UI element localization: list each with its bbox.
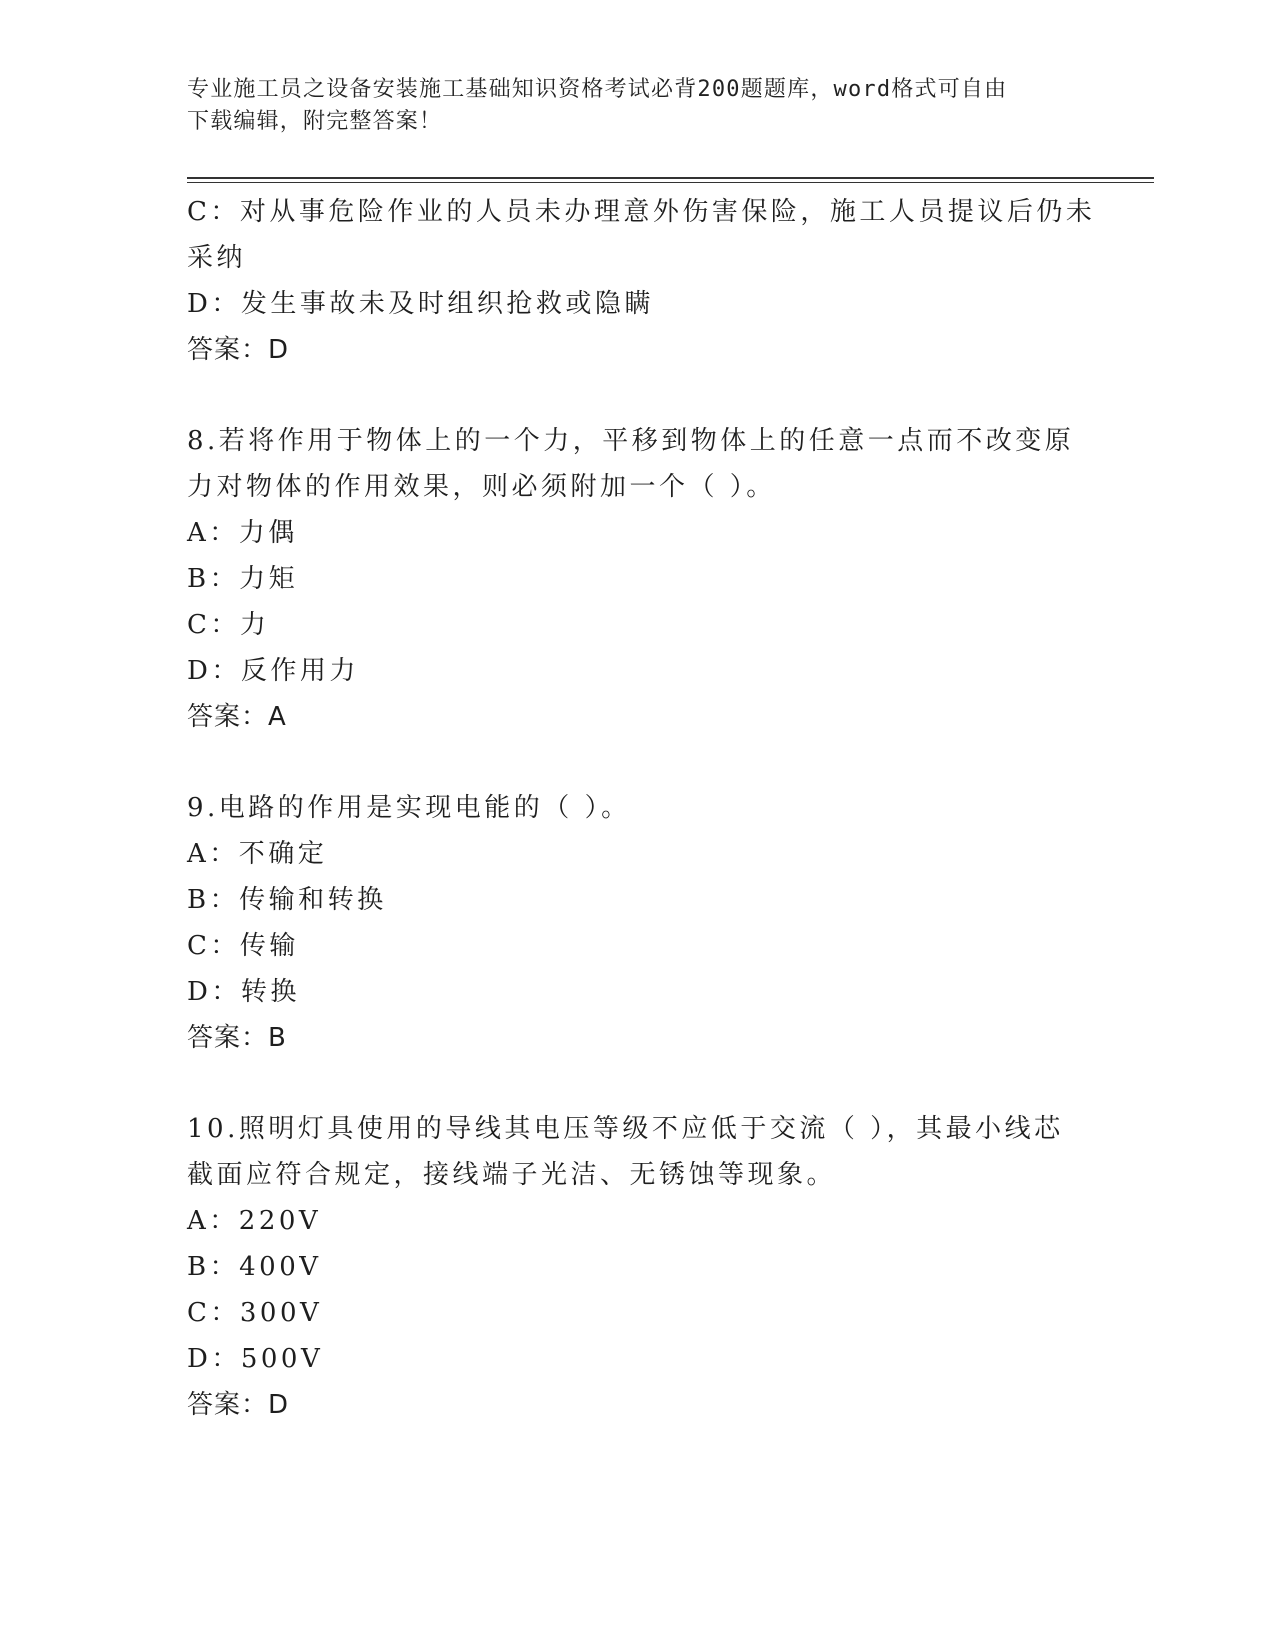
- question-stem: 8.若将作用于物体上的一个力，平移到物体上的任意一点而不改变原: [187, 426, 1075, 456]
- answer: 答案：D: [187, 1390, 290, 1420]
- question-stem-continued: 力对物体的作用效果，则必须附加一个（ ）。: [187, 472, 776, 502]
- answer: 答案：D: [187, 335, 290, 365]
- document-header: [187, 74, 1067, 138]
- option-a: A：不确定: [187, 839, 328, 869]
- option-c: C：对从事危险作业的人员未办理意外伤害保险，施工人员提议后仍未: [187, 197, 1096, 227]
- question-8: [187, 418, 1077, 740]
- question-9: [187, 785, 1077, 1061]
- option-c: C：力: [187, 610, 270, 640]
- option-b: B：400V: [187, 1252, 322, 1282]
- option-c: C：传输: [187, 931, 299, 961]
- option-d: D：转换: [187, 977, 300, 1007]
- answer: 答案：B: [187, 1023, 287, 1053]
- question-7: [187, 189, 1096, 373]
- header-title-line-1: 专业施工员之设备安装施工基础知识资格考试必背200题题库，word格式可自由: [187, 77, 1008, 102]
- option-d: D：发生事故未及时组织抢救或隐瞒: [187, 289, 654, 319]
- question-stem: 9.电路的作用是实现电能的（ ）。: [187, 793, 631, 823]
- question-spacer: [187, 740, 1077, 785]
- option-b: B：力矩: [187, 564, 299, 594]
- question-list: [187, 189, 1096, 1428]
- option-a: A：220V: [187, 1206, 322, 1236]
- question-stem: 10.照明灯具使用的导线其电压等级不应低于交流（ ），其最小线芯: [187, 1114, 1064, 1144]
- option-d: D：反作用力: [187, 656, 359, 686]
- header-divider-thick: [187, 177, 1154, 179]
- option-b: B：传输和转换: [187, 885, 387, 915]
- option-c-continued: 采纳: [187, 243, 247, 273]
- question-spacer: [187, 373, 1077, 418]
- answer: 答案：A: [187, 702, 287, 732]
- header-divider-thin: [187, 182, 1154, 183]
- question-10: [187, 1106, 1077, 1428]
- option-c: C：300V: [187, 1298, 323, 1328]
- option-a: A：力偶: [187, 518, 298, 548]
- option-d: D：500V: [187, 1344, 324, 1374]
- question-spacer: [187, 1061, 1077, 1106]
- header-title-line-2: 下载编辑，附完整答案！: [187, 109, 443, 134]
- question-stem-continued: 截面应符合规定，接线端子光洁、无锈蚀等现象。: [187, 1160, 837, 1190]
